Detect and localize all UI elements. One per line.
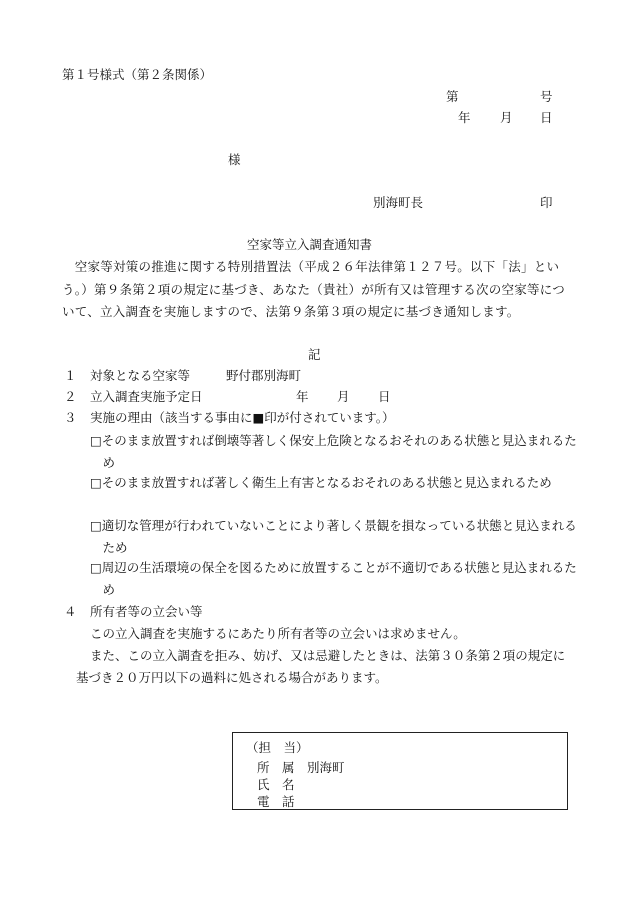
item2-month: 月 [337, 389, 350, 404]
item3-label: 実施の理由（該当する事由に■印が付されています。） [90, 410, 395, 425]
date-year: 年 [458, 110, 471, 125]
intro-paragraph: 空家等対策の推進に関する特別措置法（平成２６年法律第１２７号。以下「法」という。）第９条第２項の規定に基づき、あなた（貴社）が所有又は管理する次の空家等について、立入調査を実施しますので、法第９条第３項の規定に基づき通知します。 [62, 259, 566, 319]
item1-label: 対象となる空家等 [90, 368, 191, 383]
contact-header: （担 当） [246, 740, 309, 755]
contact-box [232, 732, 568, 810]
item4-number: ４ [64, 604, 77, 619]
document-title: 空家等立入調査通知書 [247, 237, 373, 252]
name-label: 氏 名 [257, 777, 295, 792]
sender-name: 別海町長 [373, 195, 424, 210]
item3-number: ３ [64, 410, 77, 425]
reason-checkbox-item: □そのまま放置すれば倒壊等著しく保安上危険となるおそれのある状態と見込まれるため [90, 433, 577, 470]
item1-value: 野付郡別海町 [226, 368, 302, 383]
reason-checkbox-item: □適切な管理が行われていないことにより著しく景観を損なっている状態と見込まれるため [90, 518, 577, 555]
item4-text1: この立入調査を実施するにあたり所有者等の立会いは求めません。 [90, 626, 466, 641]
dept-label: 所 属 [257, 760, 295, 775]
date-month: 月 [500, 110, 513, 125]
doc-number-suffix: 号 [540, 89, 553, 104]
item4-text2: また、この立入調査を拒み、妨げ、又は忌避したときは、法第３０条第２項の規定に基づき２０万円以下の過料に処される場合があります。 [76, 648, 566, 685]
item1-number: １ [64, 368, 77, 383]
addressee-suffix: 様 [228, 152, 241, 167]
reason-checkbox-item: □そのまま放置すれば著しく衛生上有害となるおそれのある状態と見込まれるため [90, 475, 552, 490]
dept-value: 別海町 [307, 760, 345, 775]
ki-marker: 記 [308, 347, 321, 362]
form-label: 第１号様式（第２条関係） [62, 67, 213, 82]
item2-label: 立入調査実施予定日 [90, 389, 203, 404]
doc-number-prefix: 第 [446, 89, 459, 104]
item4-label: 所有者等の立会い等 [90, 604, 203, 619]
item2-day: 日 [378, 389, 391, 404]
phone-label: 電 話 [257, 794, 295, 809]
sender-seal: 印 [540, 195, 553, 210]
item2-number: ２ [64, 389, 77, 404]
reason-checkbox-item: □周辺の生活環境の保全を図るために放置することが不適切である状態と見込まれるため [90, 560, 577, 597]
date-day: 日 [540, 110, 553, 125]
item2-year: 年 [296, 389, 309, 404]
